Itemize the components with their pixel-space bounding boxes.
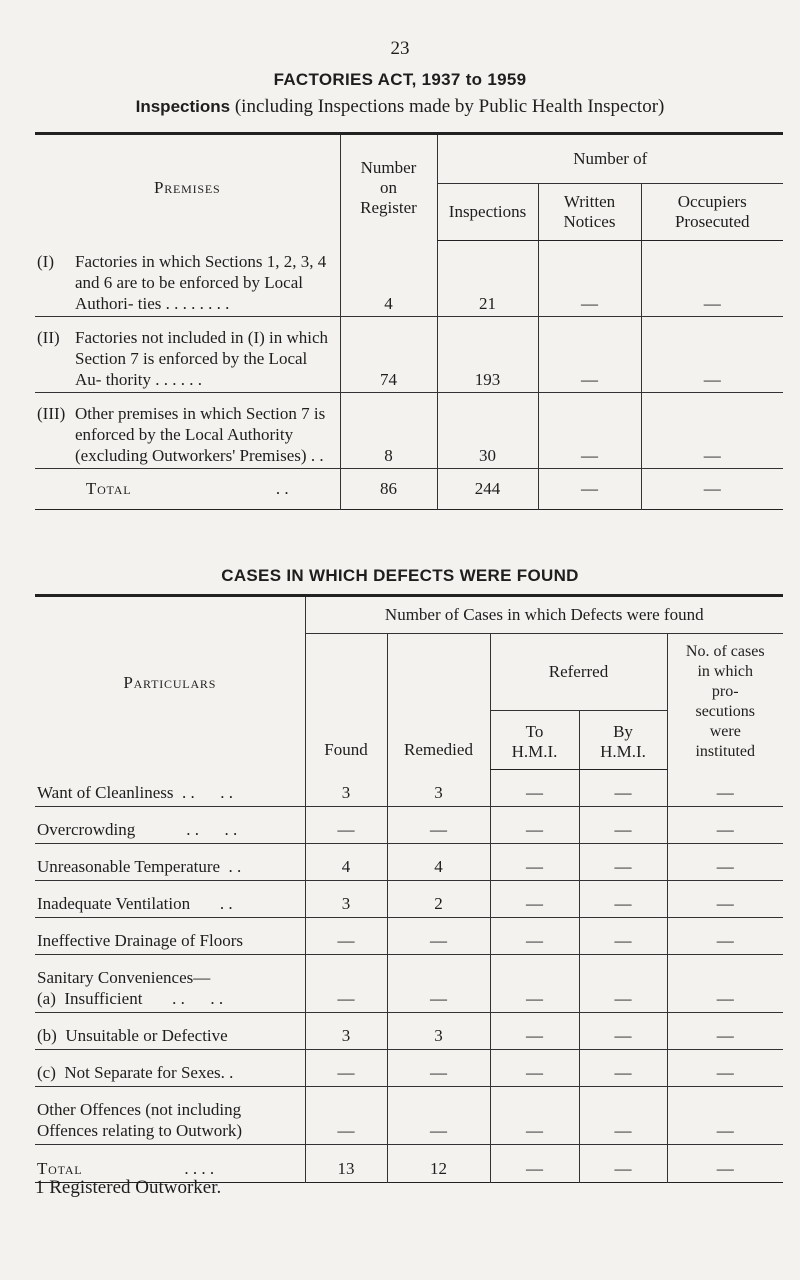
found-cell: —: [305, 918, 387, 955]
header-to-hmi: [490, 711, 579, 770]
particular-cell: (c) Not Separate for Sexes. .: [35, 1050, 305, 1087]
particular-cell: Sanitary Conveniences— (a) Insufficient . . . .: [35, 955, 305, 1013]
found-cell: —: [305, 1050, 387, 1087]
header-prosecutions-line-5: were: [709, 722, 741, 740]
subtitle-rest: (including Inspections made by Public Health Inspector): [230, 96, 665, 117]
total-label: Total: [37, 1159, 83, 1178]
premise-text: Factories in which Sections 1, 2, 3, 4 and 6 are to be enforced by Local Authori- ties . . . . . . . .: [75, 251, 327, 313]
header-prosecutions-line-2: in which: [697, 662, 754, 680]
defects-table: [35, 594, 783, 1183]
header-found: Found: [305, 634, 387, 770]
found-cell: 3: [305, 770, 387, 807]
premise-number: (I): [37, 251, 54, 271]
header-number-of: Number of: [437, 134, 783, 184]
header-referred: Referred: [490, 634, 667, 711]
to-hmi-cell: —: [490, 881, 579, 918]
notices-cell: —: [538, 316, 641, 392]
defects-body: [35, 770, 783, 1145]
header-to-line-1: To: [525, 722, 544, 741]
total-inspections: 244: [437, 468, 538, 509]
by-hmi-cell: —: [579, 1050, 667, 1087]
prosecutions-cell: —: [667, 955, 783, 1013]
header-prosecutions: [667, 634, 783, 770]
register-cell: 8: [340, 392, 437, 468]
table-row: [35, 955, 783, 1013]
header-inspections: Inspections: [437, 184, 538, 241]
total-label: Total: [85, 479, 132, 498]
to-hmi-cell: —: [490, 844, 579, 881]
total-found: 13: [305, 1145, 387, 1183]
page-number: 23: [390, 38, 410, 59]
total-prosecutions: —: [667, 1145, 783, 1183]
found-cell: —: [305, 807, 387, 844]
to-hmi-cell: —: [490, 955, 579, 1013]
prosecutions-cell: —: [667, 1013, 783, 1050]
to-hmi-cell: —: [490, 1013, 579, 1050]
prosecutions-cell: —: [667, 1087, 783, 1145]
remedied-cell: —: [387, 1050, 490, 1087]
by-hmi-cell: —: [579, 807, 667, 844]
section-title-defects: CASES IN WHICH DEFECTS WERE FOUND: [221, 566, 579, 585]
prosecutions-cell: —: [667, 770, 783, 807]
footnote: 1 Registered Outworker.: [35, 1177, 222, 1198]
table-row: [35, 316, 783, 392]
register-cell: 74: [340, 316, 437, 392]
remedied-cell: —: [387, 955, 490, 1013]
remedied-cell: 3: [387, 1013, 490, 1050]
table-row: [35, 770, 783, 807]
header-prosecutions-line-3: pro-: [711, 682, 739, 700]
header-notices-line-1: Written: [563, 192, 616, 211]
header-number-of-cases: Number of Cases in which Defects were found: [305, 596, 783, 634]
header-to-line-2: H.M.I.: [511, 742, 558, 761]
particular-cell: Overcrowding . . . .: [35, 807, 305, 844]
table-row: [35, 1087, 783, 1145]
header-by-hmi: [579, 711, 667, 770]
table-row: [35, 241, 783, 317]
by-hmi-cell: —: [579, 844, 667, 881]
header-register-line-1: Number: [360, 157, 417, 177]
by-hmi-cell: —: [579, 1087, 667, 1145]
total-dots: . .: [275, 479, 289, 498]
premise-cell: [35, 316, 340, 392]
header-register-line-2: on: [380, 177, 397, 197]
prosecuted-cell: —: [641, 241, 783, 317]
found-cell: —: [305, 955, 387, 1013]
total-row: [35, 468, 783, 509]
total-remedied: 12: [387, 1145, 490, 1183]
total-label-cell: [35, 468, 340, 509]
particular-cell: (b) Unsuitable or Defective: [35, 1013, 305, 1050]
header-prosecuted-line-2: Prosecuted: [674, 212, 750, 231]
premise-number: (II): [37, 327, 60, 347]
remedied-cell: 2: [387, 881, 490, 918]
prosecutions-cell: —: [667, 807, 783, 844]
header-by-line-1: By: [613, 722, 633, 741]
total-prosecuted: —: [641, 468, 783, 509]
particular-cell: Inadequate Ventilation . .: [35, 881, 305, 918]
found-cell: 3: [305, 1013, 387, 1050]
total-to-hmi: —: [490, 1145, 579, 1183]
header-register: [340, 134, 437, 241]
header-register-line-3: Register: [360, 197, 417, 217]
inspections-table: [35, 132, 783, 510]
table-row: [35, 1013, 783, 1050]
remedied-cell: —: [387, 1087, 490, 1145]
header-prosecuted-line-1: Occupiers: [677, 192, 747, 211]
particular-cell: Want of Cleanliness . . . .: [35, 770, 305, 807]
table-row: [35, 807, 783, 844]
by-hmi-cell: —: [579, 1013, 667, 1050]
total-register: 86: [340, 468, 437, 509]
to-hmi-cell: —: [490, 770, 579, 807]
particular-cell: Other Offences (not including Offences relating to Outwork): [35, 1087, 305, 1145]
notices-cell: —: [538, 241, 641, 317]
table-row: [35, 881, 783, 918]
by-hmi-cell: —: [579, 881, 667, 918]
premise-cell: [35, 392, 340, 468]
remedied-cell: 4: [387, 844, 490, 881]
prosecutions-cell: —: [667, 1050, 783, 1087]
page-subtitle: [0, 96, 800, 118]
by-hmi-cell: —: [579, 770, 667, 807]
header-prosecutions-line-1: No. of cases: [685, 642, 765, 660]
header-remedied: Remedied: [387, 634, 490, 770]
prosecuted-cell: —: [641, 316, 783, 392]
found-cell: 3: [305, 881, 387, 918]
found-cell: 4: [305, 844, 387, 881]
remedied-cell: —: [387, 918, 490, 955]
header-by-line-2: H.M.I.: [600, 742, 646, 761]
header-written-notices: [538, 184, 641, 241]
premise-cell: [35, 241, 340, 317]
remedied-cell: 3: [387, 770, 490, 807]
inspections-cell: 21: [437, 241, 538, 317]
to-hmi-cell: —: [490, 918, 579, 955]
table-row: [35, 392, 783, 468]
particular-cell: Unreasonable Temperature . .: [35, 844, 305, 881]
header-prosecutions-line-6: instituted: [695, 742, 756, 760]
total-by-hmi: —: [579, 1145, 667, 1183]
header-notices-line-2: Notices: [563, 212, 616, 231]
to-hmi-cell: —: [490, 807, 579, 844]
notices-cell: —: [538, 392, 641, 468]
prosecutions-cell: —: [667, 844, 783, 881]
header-prosecutions-line-4: secutions: [695, 702, 756, 720]
inspections-cell: 193: [437, 316, 538, 392]
table-row: [35, 1050, 783, 1087]
premise-text: Factories not included in (I) in which Section 7 is enforced by the Local Au- thority . . . . . .: [75, 327, 329, 389]
particular-cell: Ineffective Drainage of Floors: [35, 918, 305, 955]
header-occupiers-prosecuted: [641, 184, 783, 241]
remedied-cell: —: [387, 807, 490, 844]
prosecutions-cell: —: [667, 918, 783, 955]
by-hmi-cell: —: [579, 918, 667, 955]
subtitle-bold: Inspections: [135, 97, 231, 116]
to-hmi-cell: —: [490, 1050, 579, 1087]
header-premises: Premises: [153, 177, 221, 197]
total-notices: —: [538, 468, 641, 509]
header-particulars: Particulars: [123, 673, 217, 693]
premise-text: Other premises in which Section 7 is enforced by the Local Authority (excluding Outworkers' Premises) . .: [75, 403, 326, 465]
prosecutions-cell: —: [667, 881, 783, 918]
table-row: [35, 844, 783, 881]
inspections-cell: 30: [437, 392, 538, 468]
table-row: [35, 918, 783, 955]
premise-number: (III): [37, 403, 66, 423]
total-dots: . . . .: [184, 1159, 215, 1178]
register-cell: 4: [340, 241, 437, 317]
by-hmi-cell: —: [579, 955, 667, 1013]
found-cell: —: [305, 1087, 387, 1145]
prosecuted-cell: —: [641, 392, 783, 468]
to-hmi-cell: —: [490, 1087, 579, 1145]
page-title: FACTORIES ACT, 1937 to 1959: [273, 70, 527, 89]
